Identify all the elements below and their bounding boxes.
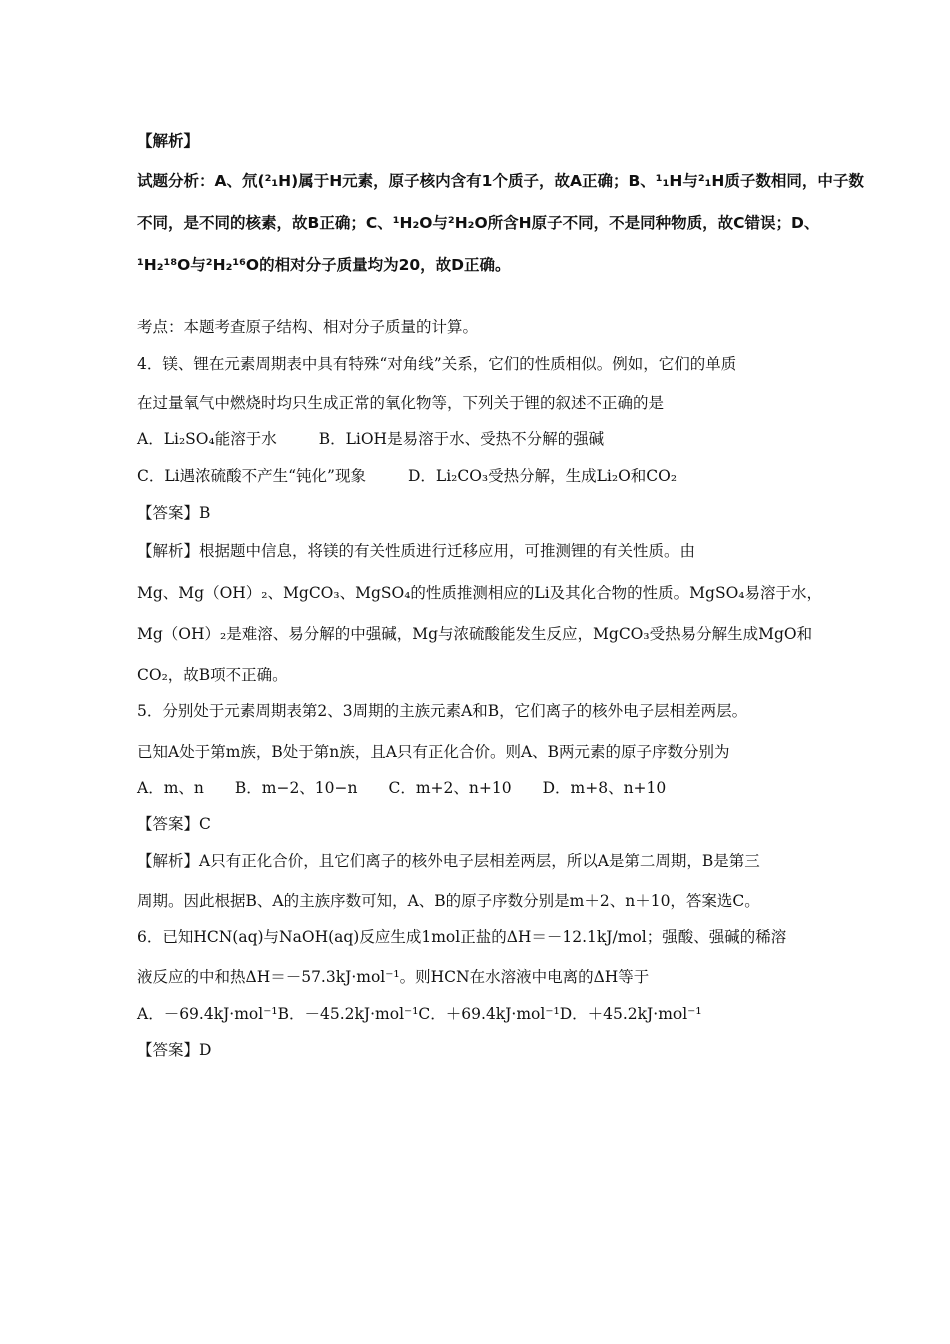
q4-stem-line1: 4．镁、锂在元素周期表中具有特殊“对角线”关系，它们的性质相似。例如，它们的单质 xyxy=(137,355,737,373)
q6-stem-line2: 液反应的中和热ΔH＝－57.3kJ·mol⁻¹。则HCN在水溶液中电离的ΔH等于 xyxy=(137,968,650,986)
q5-explanation-line2: 周期。因此根据B、A的主族序数可知，A、B的原子序数分别是m＋2、n＋10，答案选C。 xyxy=(137,892,760,910)
q5-stem-line1: 5．分别处于元素周期表第2、3周期的主族元素A和B，它们离子的核外电子层相差两层。 xyxy=(137,702,748,720)
q4-answer: 【答案】B xyxy=(137,504,211,522)
q5-explanation-line1: 【解析】A只有正化合价，且它们离子的核外电子层相差两层，所以A是第二周期，B是第三 xyxy=(137,852,760,870)
q6-stem-line1: 6．已知HCN(aq)与NaOH(aq)反应生成1mol正盐的ΔH＝－12.1kJ/mol；强酸、强碱的稀溶 xyxy=(137,928,787,946)
q4-explanation-line1: 【解析】根据题中信息，将镁的有关性质进行迁移应用，可推测锂的有关性质。由 xyxy=(137,542,696,560)
q3-kaodian: 考点：本题考查原子结构、相对分子质量的计算。 xyxy=(137,318,479,336)
q4-explanation-line2: Mg、Mg（OH）₂、MgCO₃、MgSO₄的性质推测相应的Li及其化合物的性质。MgSO₄易溶于水， xyxy=(137,584,823,602)
q5-stem-line2: 已知A处于第m族，B处于第n族，且A只有正化合价。则A、B两元素的原子序数分别为 xyxy=(137,743,730,761)
q4-explanation-line4: CO₂，故B项不正确。 xyxy=(137,666,288,684)
q5-options: A．m、n B．m−2、10−n C．m+2、n+10 D．m+8、n+10 xyxy=(137,779,667,797)
q4-option-c: C．Li遇浓硫酸不产生“钝化”现象 xyxy=(137,467,366,485)
q4-options-cd xyxy=(137,465,677,487)
q3-analysis-line3: ¹H₂¹⁸O与²H₂¹⁶O的相对分子质量均为20，故D正确。 xyxy=(137,256,511,274)
q6-options: A．－69.4kJ·mol⁻¹B．－45.2kJ·mol⁻¹C．＋69.4kJ·mol⁻¹D．＋45.2kJ·mol⁻¹ xyxy=(137,1005,702,1023)
q3-jiexi-heading: 【解析】 xyxy=(137,132,200,150)
q4-option-a: A．Li₂SO₄能溶于水 xyxy=(137,430,277,448)
q3-analysis-line2: 不同，是不同的核素，故B正确；C、¹H₂O与²H₂O所含H原子不同，不是同种物质，故C错误；D、 xyxy=(137,214,820,232)
q4-option-d: D．Li₂CO₃受热分解，生成Li₂O和CO₂ xyxy=(407,467,678,485)
q4-explanation-line3: Mg（OH）₂是难溶、易分解的中强碱，Mg与浓硫酸能发生反应，MgCO₃受热易分解生成MgO和 xyxy=(137,625,813,643)
q5-answer: 【答案】C xyxy=(137,815,211,833)
q4-stem-line2: 在过量氧气中燃烧时均只生成正常的氧化物等，下列关于锂的叙述不正确的是 xyxy=(137,394,665,412)
q6-answer: 【答案】D xyxy=(137,1041,212,1059)
q4-options-ab xyxy=(137,428,604,450)
q3-analysis-line1: 试题分析：A、氘(²₁H)属于H元素，原子核内含有1个质子，故A正确；B、¹₁H与²₁H质子数相同，中子数 xyxy=(137,172,864,190)
q4-option-b: B．LiOH是易溶于水、受热不分解的强碱 xyxy=(318,430,605,448)
